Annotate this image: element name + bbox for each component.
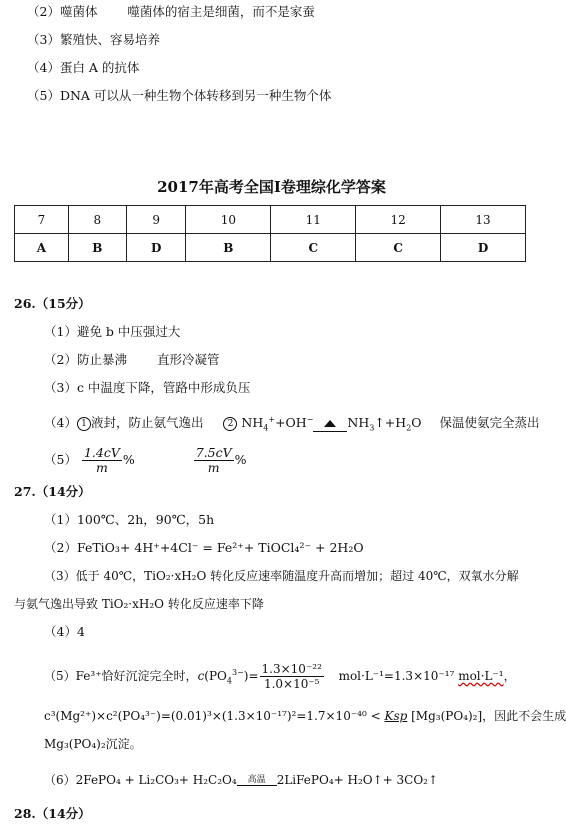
answer-line <box>44 772 438 788</box>
answer-line: 与氨气逸出导致 TiO₂·xH₂O 转化反应速率下降 <box>14 597 264 611</box>
answer-table <box>14 205 526 262</box>
table-cell: C <box>271 234 356 262</box>
table-row <box>15 206 526 234</box>
answer-line: （5）DNA 可以从一种生物个体转移到另一种生物个体 <box>27 88 332 103</box>
table-cell: 8 <box>68 206 126 234</box>
answer-part: mol·L⁻¹=1.3×10⁻¹⁷ <box>338 669 455 683</box>
answer-part: [Mg₃(PO₄)₂]，因此不会生成 <box>411 709 566 723</box>
answer-part: mol·L⁻¹ <box>458 669 504 683</box>
answer-line: （2）FeTiO₃+ 4H⁺+4Cl⁻ = Fe²⁺+ TiOCl₄²⁻ + 2H₂O <box>44 540 364 555</box>
answer-part: 保温使氨完全蒸出 <box>439 415 540 431</box>
answer-line: （1）避免 b 中压强过大 <box>44 324 181 339</box>
answer-line: （3）繁殖快、容易培养 <box>27 32 160 47</box>
table-cell: B <box>186 234 271 262</box>
question-heading: 26.（15分） <box>14 296 91 311</box>
answer-line <box>44 662 516 691</box>
circled-number-icon: 1 <box>77 417 91 431</box>
question-heading: 27.（14分） <box>14 484 91 499</box>
table-cell: A <box>15 234 69 262</box>
formula: $(PO_4^{3-})=$ <box>204 668 259 686</box>
table-cell: D <box>441 234 526 262</box>
answer-part: ， <box>503 669 516 683</box>
answer-part: （2）防止暴沸 <box>44 352 127 367</box>
answer-part: （5）Fe³⁺恰好沉淀完全时， <box>44 669 198 683</box>
table-row <box>15 234 526 262</box>
answer-part: Ksp <box>384 709 408 723</box>
formula: $NH_3↑+H_2O$ <box>347 415 422 433</box>
answer-part: （2）噬菌体 <box>27 4 98 19</box>
answer-line: Mg₃(PO₄)₂沉淀。 <box>44 737 142 751</box>
fraction: $\frac{\text{1.3×10⁻²²}}{\text{1.0×10⁻⁵}}$ <box>261 662 322 691</box>
answer-line <box>44 708 566 724</box>
question-heading: 28.（14分） <box>14 806 91 821</box>
answer-part: （4） <box>44 415 77 431</box>
table-cell: 11 <box>271 206 356 234</box>
page-title: 2017年高考全国Ⅰ卷理综化学答案 <box>157 178 386 196</box>
table-cell: D <box>126 234 185 262</box>
answer-line <box>27 4 315 20</box>
table-cell: C <box>356 234 441 262</box>
table-cell: 7 <box>15 206 69 234</box>
table-cell: 12 <box>356 206 441 234</box>
answer-part: 2LiFePO₄+ H₂O↑+ 3CO₂↑ <box>276 773 439 787</box>
table-cell: 10 <box>186 206 271 234</box>
answer-line: （3）c 中温度下降，管路中形成负压 <box>44 380 251 395</box>
answer-line: （4）蛋白 A 的抗体 <box>27 60 140 75</box>
answer-line: （4）4 <box>44 624 85 639</box>
answer-line: （3）低于 40℃，TiO₂·xH₂O 转化反应速率随温度升高而增加；超过 40℃，双氧水分解 <box>44 569 519 583</box>
answer-line <box>44 446 247 475</box>
answer-line <box>44 352 219 368</box>
table-cell: 13 <box>441 206 526 234</box>
circled-number-icon: 2 <box>223 417 237 431</box>
answer-part: c³(Mg²⁺)×c²(PO₄³⁻)=(0.01)³×(1.3×10⁻¹⁷)²=1.7×10⁻⁴⁰ < <box>44 709 381 723</box>
reaction-arrow: 高温 <box>237 775 277 787</box>
answer-part: 直形冷凝管 <box>156 352 220 367</box>
answer-line: （1）100℃、2h，90℃，5h <box>44 512 215 527</box>
percent-sign: % <box>234 452 247 467</box>
fraction: $\frac{1.4cV}{m}$ <box>83 445 120 475</box>
formula: $NH_4^++OH^-$ <box>241 415 314 433</box>
answer-line <box>44 412 540 437</box>
fraction: $\frac{7.5cV}{m}$ <box>195 445 232 475</box>
answer-part: （6）2FePO₄ + Li₂CO₃+ H₂C₂O₄ <box>44 773 237 787</box>
answer-part: 噬菌体的宿主是细菌，而不是家蚕 <box>127 4 315 19</box>
percent-sign: % <box>122 452 135 467</box>
table-cell: 9 <box>126 206 185 234</box>
answer-part: （5） <box>44 452 77 467</box>
answer-part: c <box>197 669 205 683</box>
heat-arrow-icon <box>313 415 347 433</box>
table-cell: B <box>68 234 126 262</box>
answer-part: 液封，防止氨气逸出 <box>90 415 204 431</box>
